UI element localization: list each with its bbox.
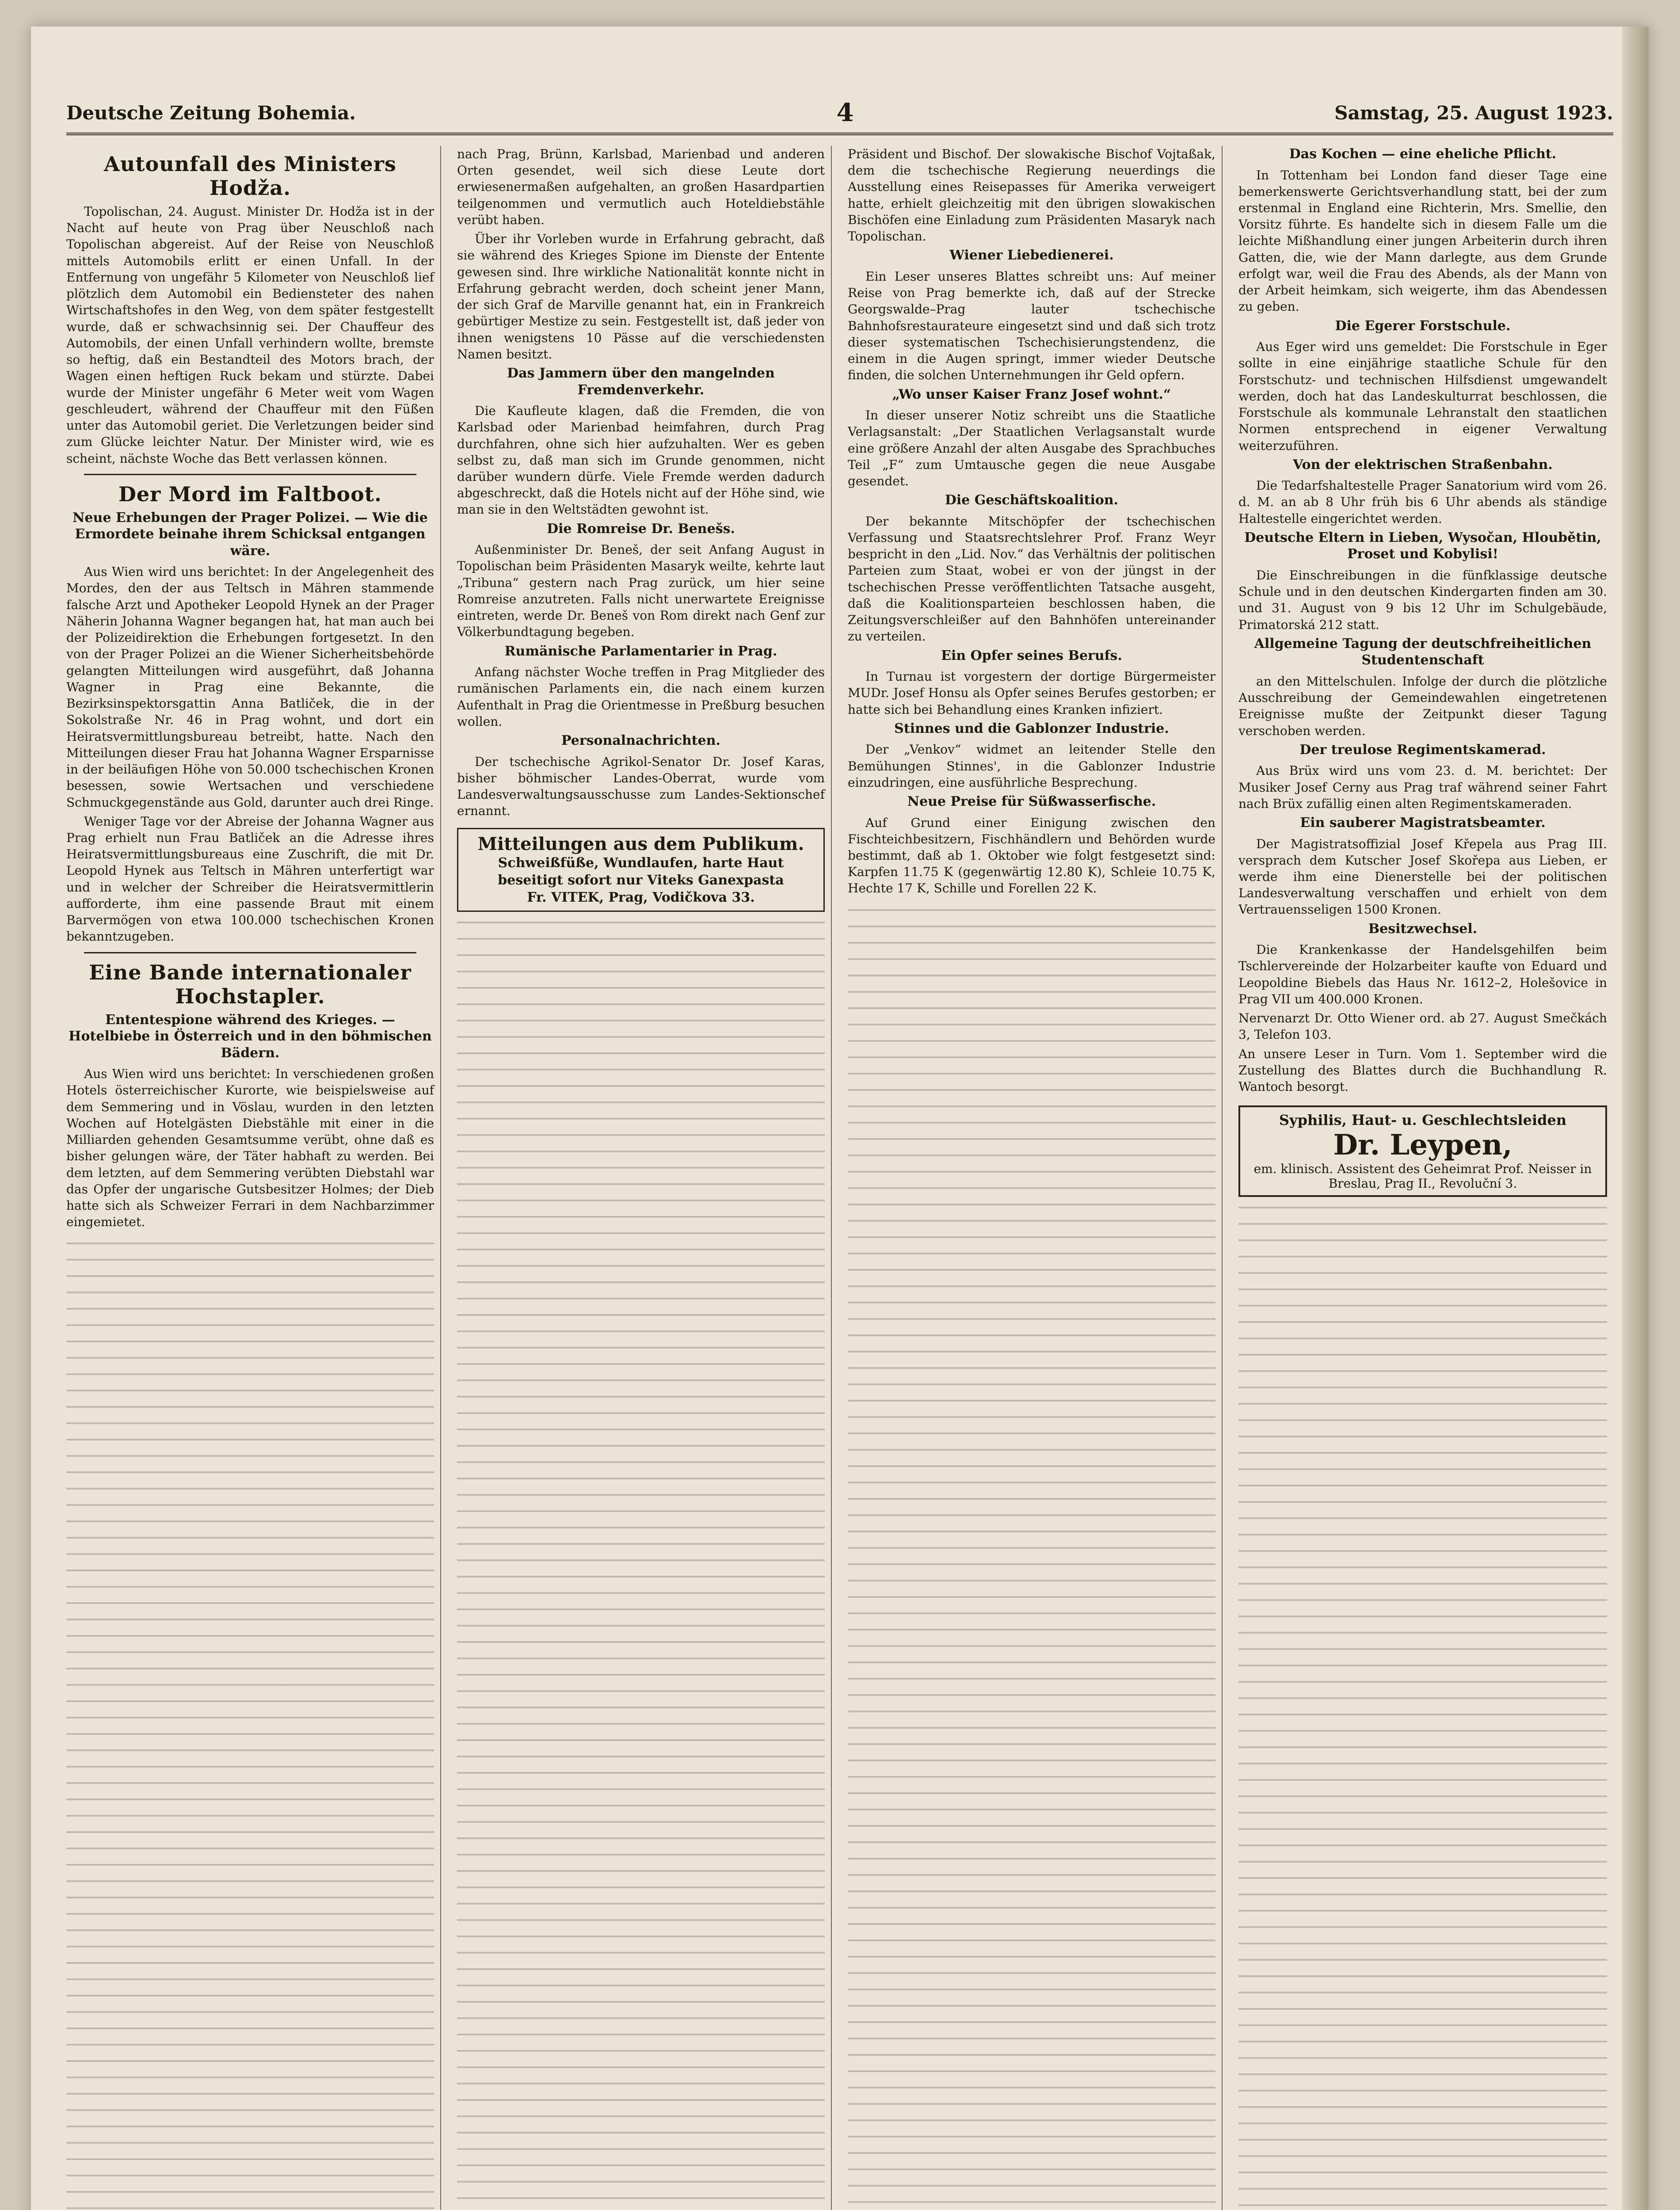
article-text: In Turnau ist vorgestern der dortige Bürgermeister MUDr. Josef Honsu als Opfer seines Berufes gestorben; er hatte sich bei Behandlung eines Kranken infiziert. <box>848 669 1215 717</box>
ad-address: Fr. VITEK, Prag, Vodičkova 33. <box>527 890 755 906</box>
adjacent-page-edge <box>1622 27 1649 2210</box>
article-text: Weniger Tage vor der Abreise der Johanna Wagner aus Prag erhielt nun Frau Batliček an die Adresse ihres Heiratsvermittlungsbureaus eine Zuschrift, die mit Dr. Leopold Hynek aus Teltsch in Mähren unterfertigt war und in welcher der Schreiber die Heiratsvermittlerin aufforderte, ihm eine passende Braut mit einem Barvermögen von etwa 100.000 tschechischen Kronen bekanntzugeben. <box>66 814 434 944</box>
section-heading: „Wo unser Kaiser Franz Josef wohnt.“ <box>892 386 1171 402</box>
headline-hodza-accident: Autounfall des Ministers Hodža. <box>104 152 396 200</box>
article-text: Aus Brüx wird uns vom 23. d. M. berichtet: Der Musiker Josef Cerny aus Prag traf während seiner Fahrt nach Brüx zufällig einen alten Regimentskameraden. <box>1238 763 1607 811</box>
divider <box>84 952 416 953</box>
article-text: Auf Grund einer Einigung zwischen den Fischteichbesitzern, Fischhändlern und Behörden wurde bestimmt, daß ab 1. Oktober wie folgt festgesetzt sind: Karpfen 11.75 K (gegenwärtig 12.80 K), Schleie 10.75 K, Hechte 17 K, Schille und Forellen 22 K. <box>848 815 1215 896</box>
subheadline: Neue Erhebungen der Prager Polizei. — Wie die Ermordete beinahe ihrem Schicksal entgangen wäre. <box>72 510 428 559</box>
notice: Nervenarzt Dr. Otto Wiener ord. ab 27. August Smečkách 3, Telefon 103. <box>1238 1011 1607 1042</box>
article-text: In dieser unserer Notiz schreibt uns die Staatliche Verlagsanstalt: „Der Staatlichen Verlagsanstalt wurde eine größere Anzahl der alten Ausgabe des Sprachbuches Teil „F“ zum Umtausche gegen die neue Ausgabe gesendet. <box>848 408 1215 488</box>
column-4 <box>1238 146 1613 2210</box>
section-heading: Deutsche Eltern in Lieben, Wysočan, Hloubětin, Proset und Kobylisi! <box>1244 530 1601 562</box>
headline-hochstapler: Eine Bande internationaler Hochstapler. <box>89 960 411 1008</box>
article-text: Aus Wien wird uns berichtet: In verschiedenen großen Hotels österreichischer Kurorte, wie beispielsweise auf dem Semmering und in Vöslau, wurden in den letzten Wochen auf Hotelgästen Diebstähle mit einer in die Milliarden gehenden Gesamtsumme verübt, ohne daß es bisher gelungen wäre, der Täter habhaft zu werden. Bei dem letzten, auf dem Semmering verübten Diebstahl war das Opfer der ungarische Gutsbesitzer Holmes; der Dieb hatte sich als Schweizer Ferrari in dem Nachbarzimmer eingemietet. <box>66 1067 434 1230</box>
page-header <box>66 93 1613 135</box>
section-heading: Die Egerer Forstschule. <box>1335 318 1511 334</box>
divider <box>84 474 416 475</box>
ad-name: Dr. Leypen, <box>1333 1128 1512 1162</box>
page-number: 4 <box>836 98 854 127</box>
section-heading: Personalnachrichten. <box>561 733 720 749</box>
ad-line: Syphilis, Haut- u. Geschlechtsleiden <box>1279 1112 1567 1129</box>
section-heading: Wiener Liebedienerei. <box>949 248 1114 263</box>
column-2 <box>457 146 832 2210</box>
article-text: Aus Eger wird uns gemeldet: Die Forstschule in Eger sollte in eine einjährige staatliche Schule für den Forstschutz- und technischen Hilfsdienst umgewandelt werden, doch hat das Landeskulturrat beschlossen, die Forstschule als kommunale Lehranstalt den staatlichen Normen entsprechend in eigener Verwaltung weiterzuführen. <box>1238 339 1607 453</box>
ad-text: beseitigt sofort nur Viteks Ganexpasta <box>498 873 784 888</box>
article-text: an den Mittelschulen. Infolge der durch die plötzliche Ausschreibung der Gemeindewahlen eingetretenen Ereignisse mußte der Zeitpunkt dieser Tagung verschoben werden. <box>1238 674 1607 738</box>
ad-heading: Mitteilungen aus dem Publikum. <box>477 834 804 855</box>
column-1 <box>66 146 441 2210</box>
section-heading: Ein Opfer seines Berufs. <box>941 648 1122 663</box>
advertisement-dr-leypen <box>1238 1105 1607 1197</box>
section-heading: Die Geschäftskoalition. <box>945 492 1119 508</box>
section-heading: Der treulose Regimentskamerad. <box>1299 742 1546 758</box>
section-heading: Besitzwechsel. <box>1368 921 1478 937</box>
text-continuation <box>457 912 825 2210</box>
text-continuation <box>848 899 1215 2210</box>
article-text: Außenminister Dr. Beneš, der seit Anfang August in Topolischan beim Präsidenten Masaryk weilte, kehrte laut „Tribuna“ gestern nach Prag zurück, um hier seine Romreise anzutreten. Falls nicht unerwartete Ereignisse eintreten, werde Dr. Beneš von Rom direkt nach Genf zur Völkerbundtagung begeben. <box>457 542 825 640</box>
article-text: Anfang nächster Woche treffen in Prag Mitglieder des rumänischen Parlaments ein, die nach einem kurzen Aufenthalt in Prag die Orientmesse in Preßburg besuchen wollen. <box>457 665 825 729</box>
article-text: Der tschechische Agrikol-Senator Dr. Josef Karas, bisher böhmischer Landes-Oberrat, wurde vom Landesverwaltungsausschusse zum Landes-Sektionschef ernannt. <box>457 754 825 819</box>
ad-product: Schweißfüße, Wundlaufen, harte Haut <box>498 855 784 871</box>
article-text: Der „Venkov“ widmet an leitender Stelle den Bemühungen Stinnes', in die Gablonzer Industrie einzudringen, eine ausführliche Besprechung. <box>848 742 1215 790</box>
subheadline: Ententespione während des Krieges. — Hotelbiebe in Österreich und in den böhmischen Bädern. <box>69 1012 432 1061</box>
section-heading: Ein sauberer Magistratsbeamter. <box>1300 815 1546 831</box>
article-text: Die Kaufleute klagen, daß die Fremden, die von Karlsbad oder Marienbad heimfahren, durch Prag durchfahren, ohne sich hier aufzuhalten. Wer es geben selbst zu, daß man sich im Grunde genommen, nicht darüber wundern dürfe. Viele Fremde werden dadurch abgeschreckt, daß die Hotels nicht auf der Höhe sind, wie man sie in den Weltstädten gewohnt ist. <box>457 404 825 517</box>
newspaper-name: Deutsche Zeitung Bohemia. <box>66 102 356 124</box>
article-text: Ein Leser unseres Blattes schreibt uns: Auf meiner Reise von Prag bemerkte ich, daß auf der Strecke Georgswalde–Prag lauter tschechische Bahnhofsrestaurateure eingesetzt sind und daß sich trotz dieser systematischen Tschechisierungstendenz, die einem in die Augen springt, immer wieder Deutsche finden, die solchen Unternehmungen ihr Geld opfern. <box>848 269 1215 383</box>
section-heading: Die Romreise Dr. Benešs. <box>547 521 735 537</box>
section-heading: Stinnes und die Gablonzer Industrie. <box>894 720 1169 736</box>
section-heading: Rumänische Parlamentarier in Prag. <box>504 643 777 659</box>
section-heading: Allgemeine Tagung der deutschfreiheitlichen Studentenschaft <box>1254 636 1592 668</box>
ad-address: em. klinisch. Assistent des Geheimrat Prof. Neisser in Breslau, Prag II., Revoluční 3. <box>1253 1162 1592 1191</box>
issue-date: Samstag, 25. August 1923. <box>1334 102 1613 124</box>
newspaper-page <box>31 27 1649 2210</box>
column-3 <box>848 146 1223 2210</box>
section-heading: Das Kochen — eine eheliche Pflicht. <box>1289 146 1557 162</box>
columns <box>66 146 1613 2210</box>
article-text: Präsident und Bischof. Der slowakische Bischof Vojtaßak, dem die tschechische Regierung neuerdings die Ausstellung eines Reisepasses für Amerika verweigert hatte, erhielt gleichzeitig mit den übrigen slowakischen Bischöfen eine Einladung zum Präsidenten Masaryk nach Topolischan. <box>848 147 1215 244</box>
article-text: Die Einschreibungen in die fünfklassige deutsche Schule und in den deutschen Kindergarten finden am 30. und 31. August von 9 bis 12 Uhr im Schulgebäude, Primatorská 212 statt. <box>1238 568 1607 632</box>
section-heading: Von der elektrischen Straßenbahn. <box>1293 457 1553 472</box>
text-continuation <box>66 1233 434 2210</box>
article-text: Über ihr Vorleben wurde in Erfahrung gebracht, daß sie während des Krieges Spione im Dienste der Entente gewesen sind. Ihre wirkliche Nationalität konnte nicht in Erfahrung gebracht werden, doch scheint jener Mann, der sich Graf de Marville genannt hat, ein in Frankreich gebürtiger Mestize zu sein. Festgestellt ist, daß jeder von ihnen wenigstens 10 Pässe auf die verschiedensten Namen besitzt. <box>457 232 825 362</box>
article-text: Der bekannte Mitschöpfer der tschechischen Verfassung und Staatsrechtslehrer Prof. Franz Weyr bespricht in den „Lid. Nov.“ das Verhältnis der politischen Parteien zum Staat, wobei er von der jüngst in der tschechischen Presse veröffentlichten Tatsache ausgeht, daß die Koalitionsparteien beschlossen haben, die Zeitungsverschleißer auf den Bahnhöfen untereinander zu verteilen. <box>848 514 1215 644</box>
article-text: Der Magistratsoffizial Josef Křepela aus Prag III. versprach dem Kutscher Josef Skořepa aus Lieben, er werde ihm eine Dienerstelle bei der politischen Landesverwaltung verschaffen und erhielt von dem Vertrauensseligen 1500 Kronen. <box>1238 836 1607 917</box>
article-text: Aus Wien wird uns berichtet: In der Angelegenheit des Mordes, den der aus Teltsch in Mähren stammende falsche Arzt und Apotheker Leopold Hynek an der Prager Näherin Johanna Wagner begangen hat, hat man auch bei der Polizeidirektion die Erhebungen fortgesetzt. In den von der Prager Polizei an die Wiener Sicherheitsbehörde gelangten Mitteilungen wird ausgeführt, daß Johanna Wagner in Prag eine Bekannte, die Bezirksinspektorsgattin Anna Batliček, die in der Sokolstraße Nr. 46 in Prag wohnt, und dort ein Heiratsvermittlungsbureau betreibt, hatte. Nach den Mitteilungen dieser Frau hat Johanna Wagner Ersparnisse in der beiläufigen Höhe von 50.000 tschechischen Kronen besessen, sowie Wertsachen und verschiedene Schmuckgegenstände aus Gold, darunter auch drei Ringe. <box>66 564 434 810</box>
advertisement-ganexpasta <box>457 828 825 912</box>
article-text: nach Prag, Brünn, Karlsbad, Marienbad und anderen Orten gesendet, weil sich diese Leute dort erwiesenermaßen aufgehalten, an großen Hasardpartien teilgenommen und vermutlich auch Hoteldiebstähle verübt haben. <box>457 147 825 227</box>
section-heading: Das Jammern über den mangelnden Fremdenverkehr. <box>507 366 775 398</box>
article-text: Topolischan, 24. August. Minister Dr. Hodža ist in der Nacht auf heute von Prag über Neuschloß nach Topolischan abgereist. Auf der Reise von Neuschloß mittels Automobils erlitt er einen Unfall. In der Entfernung von ungefähr 5 Kilometer von Neuschloß lief plötzlich dem Automobil ein Bediensteter des nahen Wirtschaftshofes in den Weg, von dem später festgestellt wurde, daß er schwachsinnig sei. Der Chauffeur des Automobils, der einen Unfall verhindern wollte, bremste so heftig, daß ein Bestandteil des Motors brach, der Wagen einen heftigen Ruck bekam und stürzte. Dabei wurde der Minister ungefähr 6 Meter weit vom Wagen geschleudert, während der Chauffeur mit den Füßen unter das Automobil geriet. Die Verletzungen beider sind zum Glücke leichter Natur. Der Minister wird, wie es scheint, nächste Woche das Bett verlassen können. <box>66 204 434 466</box>
headline-faltboot-murder: Der Mord im Faltboot. <box>118 482 382 506</box>
article-text: Die Krankenkasse der Handelsgehilfen beim Tschlervereinde der Holzarbeiter kaufte von Eduard und Leopoldine Biebels das Haus Nr. 1612–2, Holešovice in Prag VII um 400.000 Kronen. <box>1238 942 1607 1006</box>
article-text: Die Tedarfshaltestelle Prager Sanatorium wird vom 26. d. M. an ab 8 Uhr früh bis 6 Uhr abends als ständige Haltestelle eingerichtet werden. <box>1238 478 1607 526</box>
article-text: In Tottenham bei London fand dieser Tage eine bemerkenswerte Gerichtsverhandlung statt, bei der zum erstenmal in England eine Richterin, Mrs. Smellie, den Vorsitz führte. Es handelte sich in diesem Falle um die leichte Mißhandlung einer jungen Arbeiterin durch ihren Gatten, die, wie der Mann darlegte, aus dem Grunde erfolgt war, weil die Frau des Abends, als der Mann von der Arbeit heimkam, sich weigerte, ihm das Abendessen zu geben. <box>1238 168 1607 314</box>
text-continuation <box>1238 1197 1607 2210</box>
section-heading: Neue Preise für Süßwasserfische. <box>907 794 1156 809</box>
notice: An unsere Leser in Turn. Vom 1. September wird die Zustellung des Blattes durch die Buchhandlung R. Wantoch besorgt. <box>1238 1046 1607 1094</box>
